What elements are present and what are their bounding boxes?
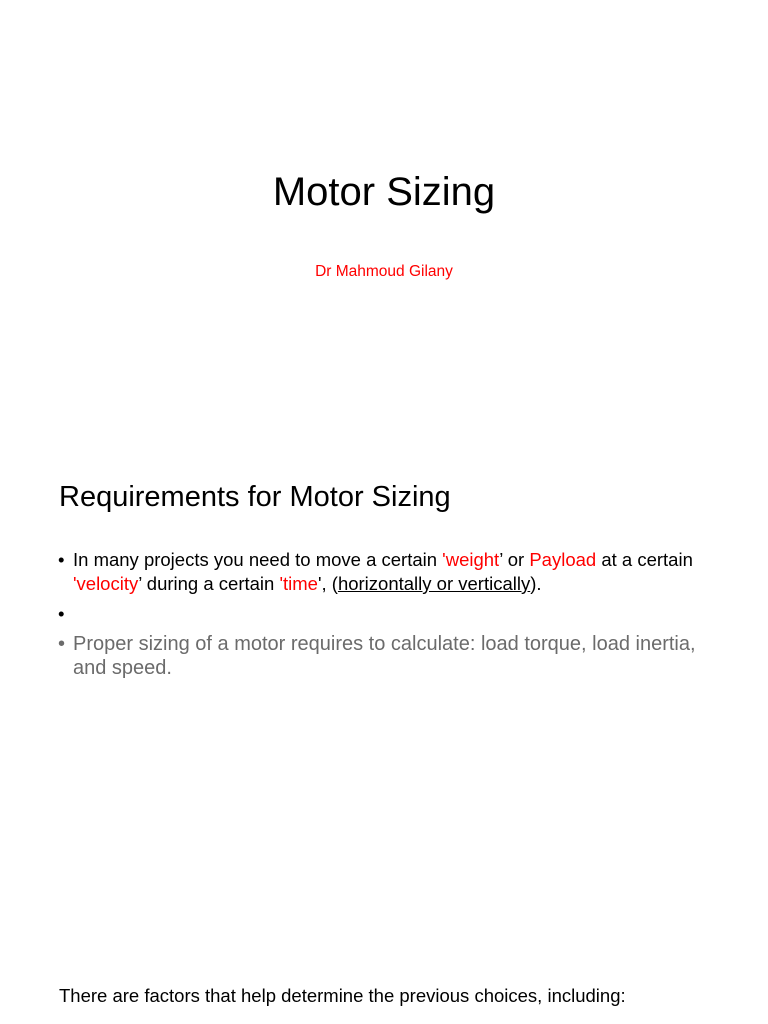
bullet1-text: ', (	[317, 573, 338, 594]
bullet1-text: ’ during a certain	[138, 573, 280, 594]
velocity-term: 'velocity	[73, 573, 139, 594]
bullet1-text: In many projects you need to move a certain	[73, 549, 443, 570]
bullet-list	[58, 548, 718, 686]
direction-term: horizontally or vertically	[337, 573, 531, 594]
bullet-item-payload	[58, 548, 718, 596]
weight-term: 'weight	[442, 549, 500, 570]
payload-term: Payload	[529, 549, 597, 570]
title-slide	[0, 0, 768, 450]
bullet1-text: at a certain	[596, 549, 693, 570]
bullet-item-empty	[58, 602, 718, 626]
slide-heading: Requirements for Motor Sizing	[59, 481, 451, 513]
author-name: Dr Mahmoud Gilany	[315, 263, 453, 280]
time-term: 'time	[279, 573, 318, 594]
factors-slide	[0, 980, 768, 1024]
requirements-slide	[0, 450, 768, 980]
factors-intro: There are factors that help determine the previous choices, including:	[59, 985, 626, 1006]
bullet-item-sizing: • Proper sizing of a motor requires to calculate: load torque, load inertia, and speed.	[58, 632, 718, 680]
slide-title: Motor Sizing	[272, 170, 496, 214]
bullet1-text: ).	[530, 573, 542, 594]
bullet1-text: ’ or	[499, 549, 530, 570]
